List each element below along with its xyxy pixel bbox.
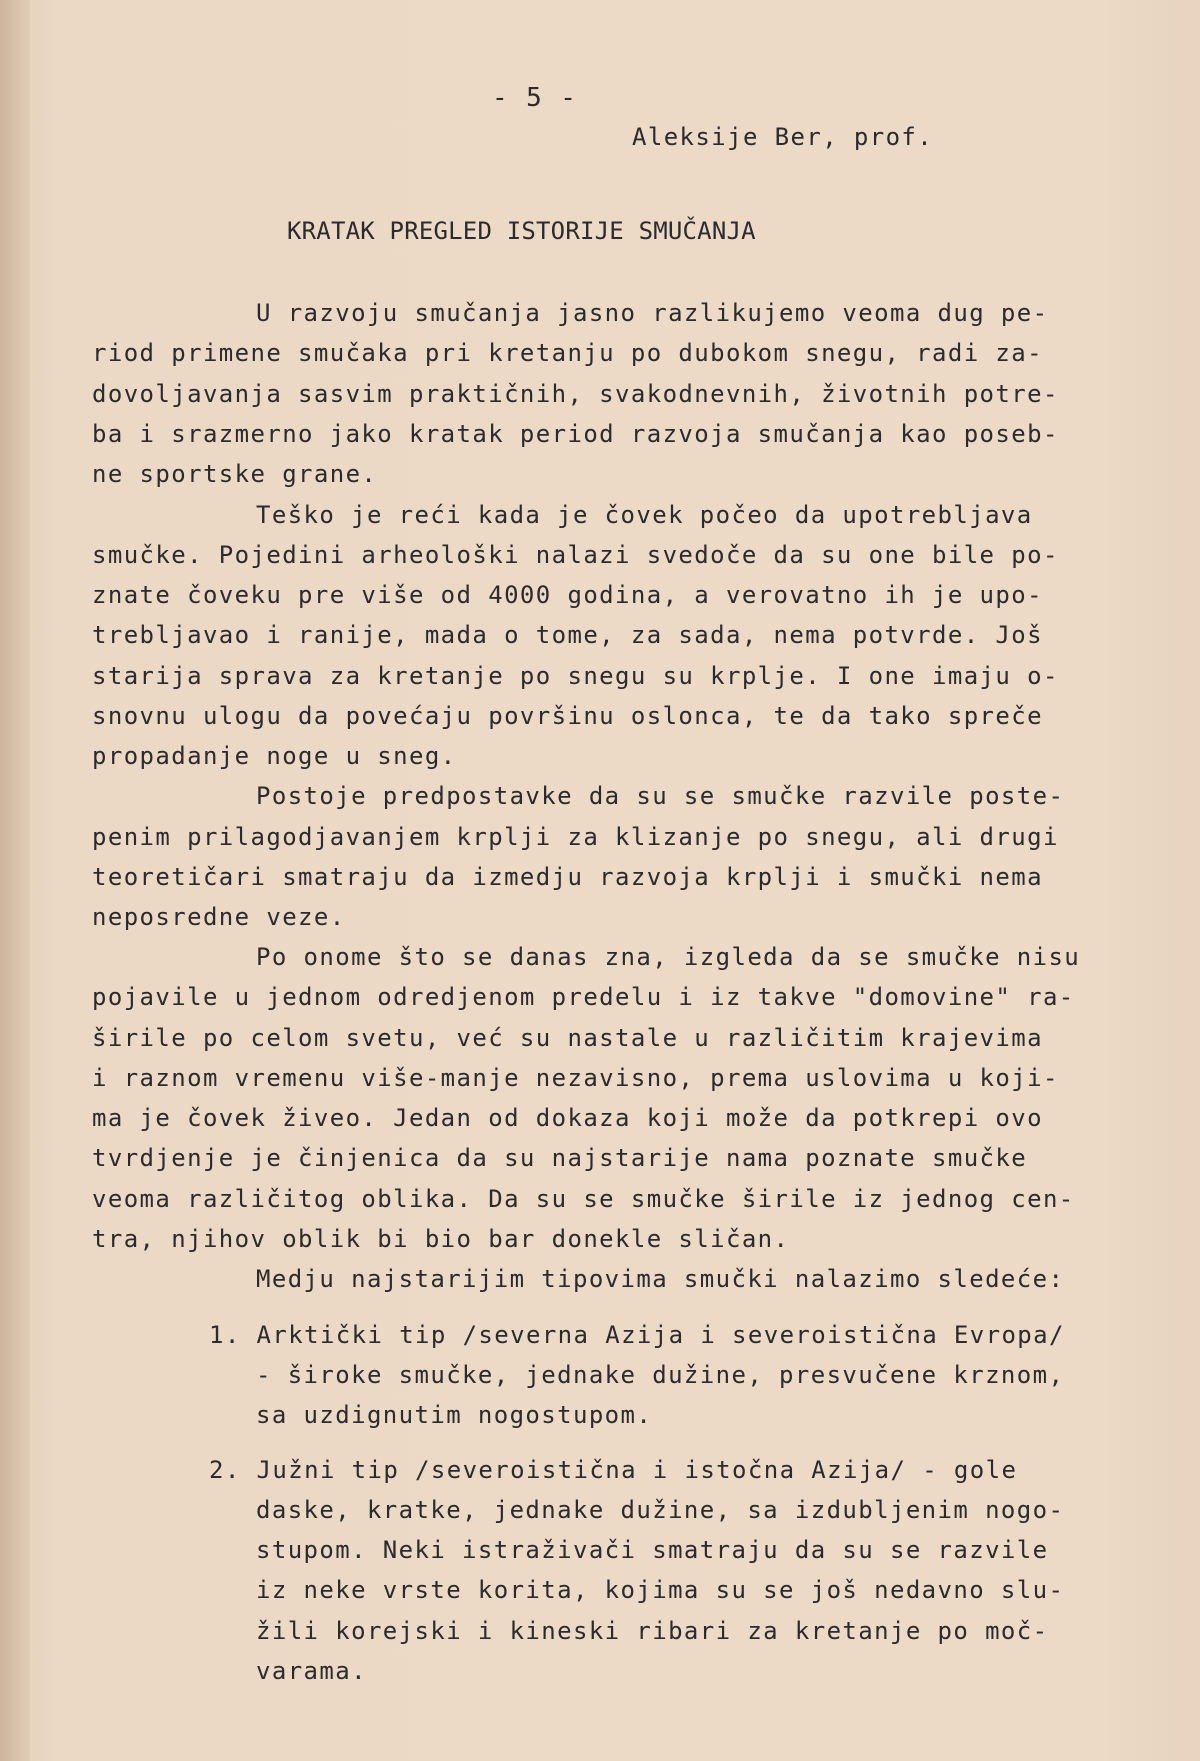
body-line: tra, njihov oblik bi bio bar donekle sličan. bbox=[92, 1225, 790, 1253]
author-line: Aleksije Ber, prof. bbox=[632, 123, 934, 151]
page-number: - 5 - bbox=[492, 83, 578, 113]
list-item-line: - široke smučke, jednake dužine, presvučene krznom, bbox=[256, 1361, 1065, 1389]
list-item-line: iz neke vrste korita, kojima su se još nedavno slu- bbox=[256, 1576, 1065, 1604]
list-item-line: 1. Arktički tip /severna Azija i severoistična Evropa/ bbox=[209, 1321, 1065, 1349]
body-line: ne sportske grane. bbox=[92, 460, 378, 488]
body-line: znate čoveku pre više od 4000 godina, a verovatno ih je upo- bbox=[92, 581, 1043, 609]
list-item-line: sa uzdignutim nogostupom. bbox=[256, 1401, 653, 1429]
body-line: pojavile u jednom odredjenom predelu i iz takve "domovine" ra- bbox=[92, 983, 1075, 1011]
body-line: propadanje noge u sneg. bbox=[92, 742, 457, 770]
body-line: ba i srazmerno jako kratak period razvoja smučanja kao poseb- bbox=[92, 420, 1059, 448]
body-line: trebljavao i ranije, mada o tome, za sada, nema potvrde. Još bbox=[92, 621, 1043, 649]
list-item-line: žili korejski i kineski ribari za kretanje po moč- bbox=[256, 1617, 1049, 1645]
list-item-line: 2. Južni tip /severoistična i istočna Azija/ - gole bbox=[209, 1456, 1018, 1484]
body-line: veoma različitog oblika. Da su se smučke širile iz jednog cen- bbox=[92, 1185, 1075, 1213]
binding-fold bbox=[0, 0, 30, 1761]
body-line: ma je čovek živeo. Jedan od dokaza koji može da potkrepi ovo bbox=[92, 1104, 1043, 1132]
body-line: Medju najstarijim tipovima smučki nalazimo sledeće: bbox=[256, 1265, 1065, 1293]
list-item-line: daske, kratke, jednake dužine, sa izdubljenim nogo- bbox=[256, 1496, 1065, 1524]
body-line: teoretičari smatraju da izmedju razvoja krplji i smučki nema bbox=[92, 863, 1043, 891]
body-line: U razvoju smučanja jasno razlikujemo veoma dug pe- bbox=[256, 299, 1049, 327]
body-line: starija sprava za kretanje po snegu su krplje. I one imaju o- bbox=[92, 662, 1059, 690]
list-item-line: varama. bbox=[256, 1657, 367, 1685]
body-line: Postoje predpostavke da su se smučke razvile poste- bbox=[256, 782, 1065, 810]
body-line: smučke. Pojedini arheološki nalazi svedoče da su one bile po- bbox=[92, 541, 1059, 569]
body-line: Teško je reći kada je čovek počeo da upotrebljava bbox=[256, 501, 1033, 529]
body-line: riod primene smučaka pri kretanju po dubokom snegu, radi za- bbox=[92, 339, 1043, 367]
body-line: dovoljavanja sasvim praktičnih, svakodnevnih, životnih potre- bbox=[92, 380, 1059, 408]
body-line: Po onome što se danas zna, izgleda da se smučke nisu bbox=[256, 943, 1081, 971]
body-line: i raznom vremenu više-manje nezavisno, prema uslovima u koji- bbox=[92, 1064, 1059, 1092]
body-line: neposredne veze. bbox=[92, 903, 346, 931]
body-line: penim prilagodjavanjem krplji za klizanje po snegu, ali drugi bbox=[92, 823, 1059, 851]
document-title: KRATAK PREGLED ISTORIJE SMUČANJA bbox=[287, 217, 756, 245]
body-line: snovnu ulogu da povećaju površinu oslonca, te da tako spreče bbox=[92, 702, 1043, 730]
list-item-line: stupom. Neki istraživači smatraju da su se razvile bbox=[256, 1536, 1049, 1564]
body-line: tvrdjenje je činjenica da su najstarije nama poznate smučke bbox=[92, 1144, 1028, 1172]
body-line: širile po celom svetu, već su nastale u različitim krajevima bbox=[92, 1024, 1043, 1052]
